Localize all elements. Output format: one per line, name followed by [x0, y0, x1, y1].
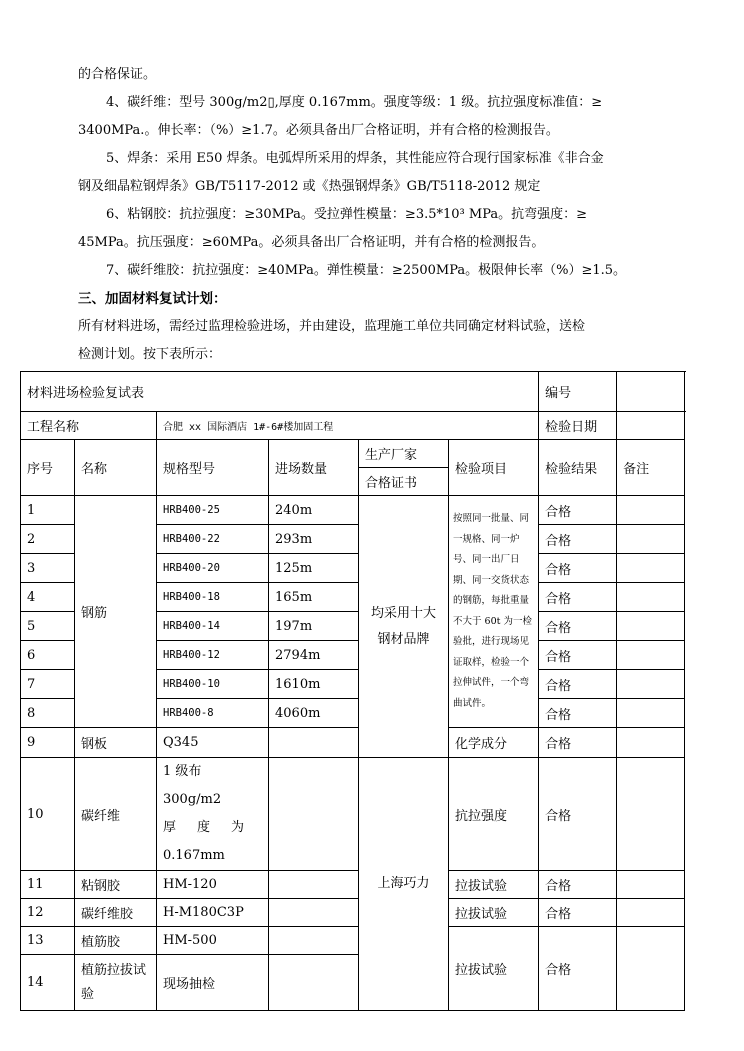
cell-seq: 12	[21, 899, 75, 927]
cell-result: 合格	[539, 583, 617, 612]
cell-item: 拉拔试验	[449, 899, 539, 927]
cell-name: 植筋胶	[75, 927, 157, 955]
cell-qty: 4060m	[269, 699, 359, 728]
maker-shanghai: 上海巧力	[359, 758, 449, 1011]
cell-remark	[617, 641, 685, 670]
cell-result: 合格	[539, 612, 617, 641]
cell-remark	[617, 899, 685, 927]
cell-remark	[617, 728, 685, 758]
cell-seq: 9	[21, 728, 75, 758]
cell-result: 合格	[539, 670, 617, 699]
cell-qty	[269, 758, 359, 871]
cell-remark	[617, 496, 685, 525]
cell-item: 拉拔试验	[449, 871, 539, 899]
cell-result: 合格	[539, 699, 617, 728]
cell-remark	[617, 699, 685, 728]
header-maker: 生产厂家	[359, 440, 449, 468]
cell-remark	[617, 612, 685, 641]
cell-result: 合格	[539, 525, 617, 554]
header-seq: 序号	[21, 440, 75, 496]
cell-spec	[157, 758, 269, 871]
cell-spec: HRB400-10	[157, 670, 269, 699]
text-line: 6、粘钢胶：抗拉强度：≥30MPa。受拉弹性模量：≥3.5*10³ MPa。抗弯强度：≥	[106, 207, 588, 222]
project-name: 合肥 xx 国际酒店 1#-6#楼加固工程	[157, 412, 539, 440]
cell-item: 抗拉强度	[449, 758, 539, 871]
cell-qty: 240m	[269, 496, 359, 525]
cell-seq: 8	[21, 699, 75, 728]
cell-seq: 1	[21, 496, 75, 525]
cell-spec: HRB400-20	[157, 554, 269, 583]
cell-result: 合格	[539, 758, 617, 871]
spec-line: 0.167mm	[163, 848, 225, 863]
spec-line: 厚度为	[163, 820, 262, 835]
cell-spec: HRB400-18	[157, 583, 269, 612]
rebar-name: 钢筋	[75, 496, 157, 728]
cell-spec: HM-120	[157, 871, 269, 899]
cell-qty	[269, 871, 359, 899]
cell-name: 碳纤维	[75, 758, 157, 871]
header-spec: 规格型号	[157, 440, 269, 496]
cell-qty	[269, 927, 359, 955]
code-label: 编号	[539, 372, 617, 412]
cell-seq: 6	[21, 641, 75, 670]
cell-result: 合格	[539, 641, 617, 670]
code-value	[617, 372, 685, 412]
text-line: 钢及细晶粒钢焊条》GB/T5117-2012 或《热强钢焊条》GB/T5118-2012 规定	[78, 179, 541, 194]
cell-qty: 1610m	[269, 670, 359, 699]
cell-result: 合格	[539, 496, 617, 525]
project-label: 工程名称	[21, 412, 157, 440]
section-heading: 三、加固材料复试计划：	[78, 291, 227, 307]
text-line: 7、碳纤维胶：抗拉强度：≥40MPa。弹性模量：≥2500MPa。极限伸长率（%）≥1.5。	[106, 263, 627, 278]
text-line: 5、焊条：采用 E50 焊条。电弧焊所采用的焊条，其性能应符合现行国家标准《非合金	[106, 151, 604, 166]
cell-remark	[617, 583, 685, 612]
text-line: 所有材料进场，需经过监理检验进场，并由建设，监理施工单位共同确定材料试验，送检	[78, 319, 586, 334]
cell-name: 植筋拉拔试验	[75, 955, 157, 1011]
cell-spec: Q345	[157, 728, 269, 758]
cell-remark	[617, 758, 685, 871]
text-line: 检测计划。按下表所示：	[78, 347, 222, 362]
cell-qty: 293m	[269, 525, 359, 554]
cell-name: 粘钢胶	[75, 871, 157, 899]
cell-qty	[269, 728, 359, 758]
cell-spec: 现场抽检	[157, 955, 269, 1011]
cell-seq: 13	[21, 927, 75, 955]
cell-qty: 165m	[269, 583, 359, 612]
date-value	[617, 412, 685, 440]
cell-result: 合格	[539, 871, 617, 899]
text-line: 3400MPa.。伸长率：（%）≥1.7。必须具备出厂合格证明，并有合格的检测报告。	[78, 123, 559, 138]
cell-remark	[617, 871, 685, 899]
header-result: 检验结果	[539, 440, 617, 496]
cell-spec: HRB400-12	[157, 641, 269, 670]
cell-seq: 14	[21, 955, 75, 1011]
cell-remark	[617, 554, 685, 583]
cell-qty: 125m	[269, 554, 359, 583]
cell-seq: 10	[21, 758, 75, 871]
cell-qty	[269, 955, 359, 1011]
cell-seq: 7	[21, 670, 75, 699]
date-label: 检验日期	[539, 412, 617, 440]
inspection-table	[20, 371, 685, 1011]
pull-item: 拉拔试验	[449, 927, 539, 1011]
rebar-note: 按照同一批量、同一规格、同一炉号、同一出厂日期、同一交货状态的钢筋，每批重量不大于 60t 为一检验批，进行现场见证取样，检验一个拉伸试件，一个弯曲试件。	[449, 496, 539, 728]
cell-spec: HRB400-8	[157, 699, 269, 728]
cell-item: 化学成分	[449, 728, 539, 758]
header-remark: 备注	[617, 440, 685, 496]
cell-result: 合格	[539, 899, 617, 927]
cell-spec: HM-500	[157, 927, 269, 955]
table-title: 材料进场检验复试表	[21, 372, 539, 412]
header-item: 检验项目	[449, 440, 539, 496]
header-qty: 进场数量	[269, 440, 359, 496]
cell-qty: 197m	[269, 612, 359, 641]
text-line: 45MPa。抗压强度：≥60MPa。必须具备出厂合格证明，并有合格的检测报告。	[78, 235, 545, 250]
rebar-brand: 均采用十大钢材品牌	[359, 496, 449, 758]
cell-seq: 5	[21, 612, 75, 641]
cell-name: 碳纤维胶	[75, 899, 157, 927]
spec-line: 1 级布 300g/m2	[163, 764, 222, 807]
cell-spec: HRB400-22	[157, 525, 269, 554]
cell-spec: H-M180C3P	[157, 899, 269, 927]
cell-result: 合格	[539, 728, 617, 758]
cell-remark	[617, 670, 685, 699]
cell-qty: 2794m	[269, 641, 359, 670]
cell-qty	[269, 899, 359, 927]
header-name: 名称	[75, 440, 157, 496]
cell-seq: 3	[21, 554, 75, 583]
header-cert: 合格证书	[359, 468, 449, 496]
cell-name: 钢板	[75, 728, 157, 758]
cell-seq: 2	[21, 525, 75, 554]
cell-seq: 11	[21, 871, 75, 899]
text-line: 4、碳纤维：型号 300g/m2▯,厚度 0.167mm。强度等级：1 级。抗拉强度标准值：≥	[106, 95, 603, 110]
text-line: 的合格保证。	[78, 67, 157, 82]
cell-result: 合格	[539, 554, 617, 583]
pull-result: 合格	[539, 927, 617, 1011]
cell-spec: HRB400-14	[157, 612, 269, 641]
cell-remark	[617, 525, 685, 554]
cell-spec: HRB400-25	[157, 496, 269, 525]
cell-remark	[617, 927, 685, 1011]
cell-seq: 4	[21, 583, 75, 612]
